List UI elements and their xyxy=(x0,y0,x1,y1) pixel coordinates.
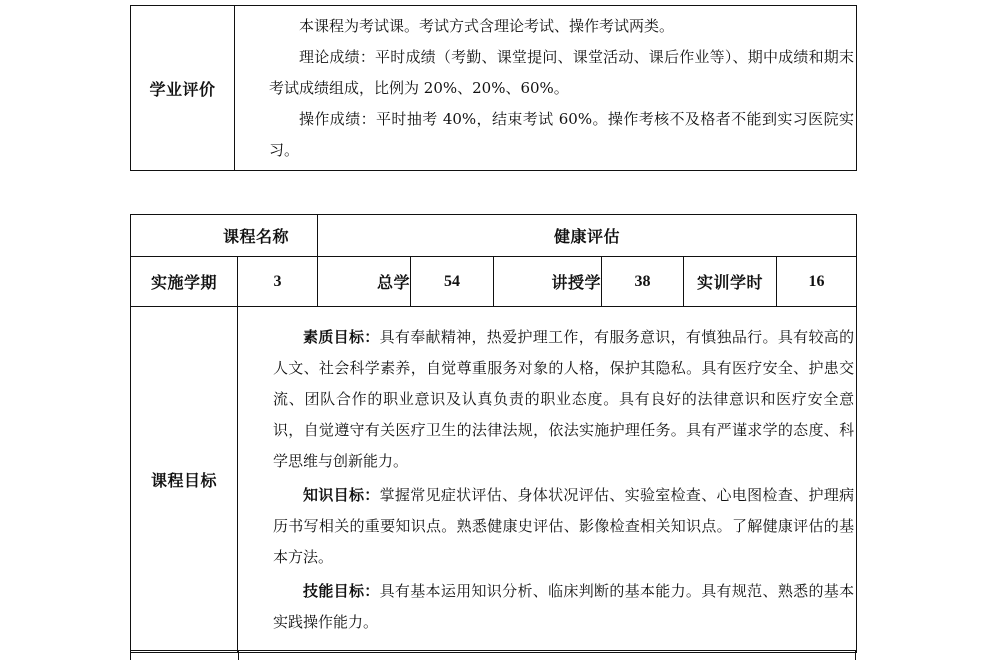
course-info-table xyxy=(130,214,857,653)
assessment-paragraph: 操作成绩：平时抽考 40%，结束考试 60%。操作考核不及格者不能到实习医院实习。 xyxy=(269,110,854,159)
assessment-table xyxy=(130,5,857,171)
objective-paragraph xyxy=(273,576,854,638)
next-row-edge xyxy=(130,650,856,660)
lecture-hours-value: 38 xyxy=(602,257,684,307)
lecture-hours-label: 讲授学 xyxy=(494,257,602,307)
objective-text: 具有奉献精神，热爱护理工作，有服务意识，有慎独品行。具有较高的人文、社会科学素养，自觉尊重服务对象的人格，保护其隐私。具有医疗安全、护患交流、团队合作的职业意识及认真负责的职业态度。具有良好的法律意识和医疗安全意识，自觉遵守有关医疗卫生的法律法规，依法实施护理任务。具有严谨求学的态度、科学思维与创新能力。 xyxy=(273,327,855,470)
assessment-label: 学业评价 xyxy=(131,6,235,171)
objective-title: 素质目标： xyxy=(303,327,380,346)
column-divider xyxy=(238,651,239,660)
course-name-value: 健康评估 xyxy=(318,215,857,257)
assessment-paragraph: 理论成绩：平时成绩（考勤、课堂提问、课堂活动、课后作业等）、期中成绩和期末考试成绩组成，比例为 20%、20%、60%。 xyxy=(269,48,854,97)
semester-label: 实施学期 xyxy=(131,257,238,307)
practice-hours-label: 实训学时 xyxy=(684,257,777,307)
objectives-content xyxy=(238,307,857,653)
practice-hours-value: 16 xyxy=(777,257,857,307)
total-hours-label: 总学 xyxy=(318,257,411,307)
objective-text: 具有基本运用知识分析、临床判断的基本能力。具有规范、熟悉的基本实践操作能力。 xyxy=(273,581,855,631)
assessment-paragraph: 本课程为考试课。考试方式含理论考试、操作考试两类。 xyxy=(299,17,675,35)
course-name-label: 课程名称 xyxy=(131,215,318,257)
assessment-content xyxy=(235,6,857,171)
objectives-label: 课程目标 xyxy=(131,307,238,653)
objective-paragraph xyxy=(273,322,854,477)
objective-title: 技能目标： xyxy=(303,581,380,600)
total-hours-value: 54 xyxy=(411,257,494,307)
semester-value: 3 xyxy=(238,257,318,307)
objective-text: 掌握常见症状评估、身体状况评估、实验室检查、心电图检查、护理病历书写相关的重要知识点。熟悉健康史评估、影像检查相关知识点。了解健康评估的基本方法。 xyxy=(273,485,855,566)
objective-title: 知识目标： xyxy=(303,485,380,504)
objective-paragraph xyxy=(273,480,854,573)
